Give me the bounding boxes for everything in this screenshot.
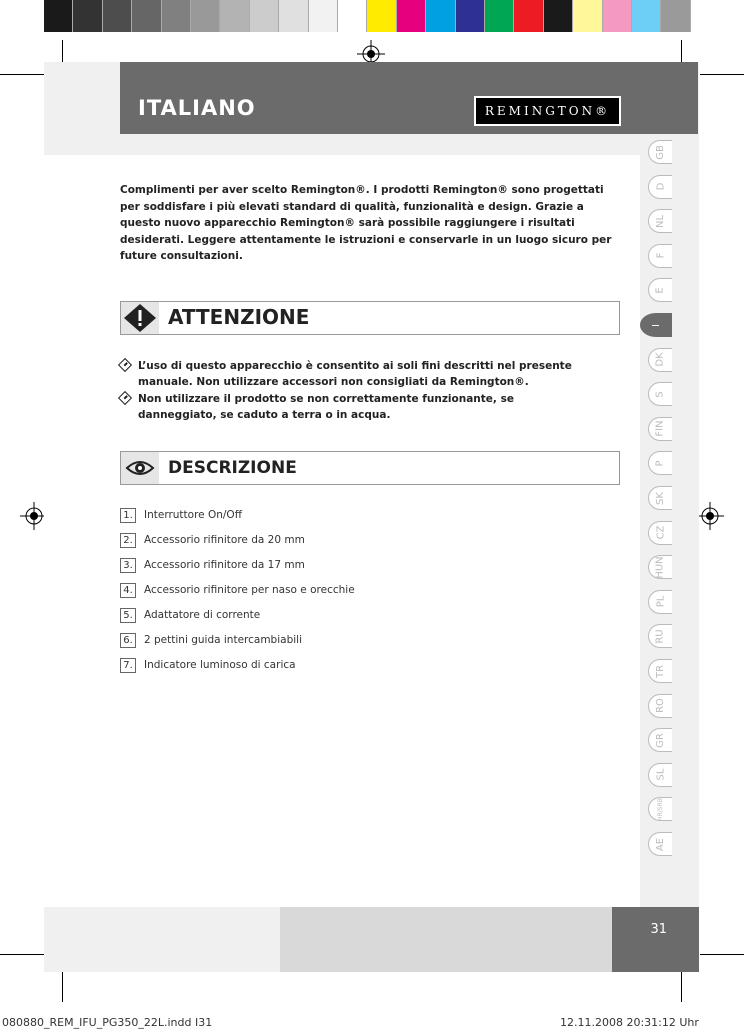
list-item: 2. Accessorio rifinitore da 20 mm	[120, 531, 305, 549]
attention-list	[120, 358, 590, 424]
language-tab[interactable]	[648, 832, 672, 856]
color-swatch	[485, 0, 514, 32]
file-slug: 080880_REM_IFU_PG350_22L.indd I31	[2, 1016, 213, 1029]
color-swatch	[603, 0, 632, 32]
language-tab-label: NL	[655, 214, 666, 228]
color-swatch	[544, 0, 573, 32]
description-heading-box	[120, 451, 620, 485]
color-swatch	[220, 0, 249, 32]
list-item: 6. 2 pettini guida intercambiabili	[120, 631, 302, 649]
language-tab[interactable]	[648, 278, 672, 302]
list-item: 1. Interruttore On/Off	[120, 506, 242, 524]
language-tab[interactable]	[648, 763, 672, 787]
language-tab[interactable]	[648, 244, 672, 268]
language-tab[interactable]	[648, 382, 672, 406]
color-swatch	[573, 0, 602, 32]
list-item: 4. Accessorio rifinitore per naso e orecchie	[120, 581, 355, 599]
crop-mark	[700, 954, 744, 955]
crop-mark	[0, 954, 44, 955]
language-tab[interactable]	[648, 417, 672, 441]
color-swatch	[426, 0, 455, 32]
list-item: 7. Indicatore luminoso di carica	[120, 656, 296, 674]
list-item: Non utilizzare il prodotto se non correttamente funzionante, se danneggiato, se caduto a terra o in acqua.	[120, 391, 590, 423]
language-tab-label: SL	[654, 768, 666, 781]
language-tab[interactable]	[648, 209, 672, 233]
brand-logo	[474, 96, 621, 126]
language-tab-label: RO	[654, 698, 666, 714]
crop-mark	[681, 40, 682, 62]
language-tab[interactable]	[648, 659, 672, 683]
list-item: 5. Adattatore di corrente	[120, 606, 260, 624]
language-tab-label: P	[655, 460, 666, 467]
language-tab-label: TR	[655, 664, 666, 678]
language-tab-label: PL	[654, 595, 666, 608]
color-swatch	[279, 0, 308, 32]
language-tab-label: I	[650, 323, 662, 327]
language-tab[interactable]	[648, 348, 672, 372]
color-swatch	[397, 0, 426, 32]
page-number: 31	[650, 922, 667, 937]
eye-icon	[121, 452, 159, 484]
warning-icon	[121, 302, 159, 334]
language-tab-label: S	[654, 391, 666, 398]
language-tab[interactable]	[648, 140, 672, 164]
color-swatch	[309, 0, 338, 32]
language-tab[interactable]	[648, 694, 672, 718]
language-tab-label: HR/SRB	[656, 797, 664, 821]
language-tab-label: D	[654, 182, 666, 191]
brand-logo-text: REMINGTON®	[476, 98, 619, 124]
crop-mark	[62, 40, 63, 62]
language-tab[interactable]	[648, 555, 672, 579]
color-swatch	[456, 0, 485, 32]
language-tab[interactable]	[640, 313, 672, 337]
language-tab-label: FIN	[655, 420, 666, 437]
language-tab-label: HUN	[654, 556, 666, 579]
language-tab-label: AE	[654, 837, 666, 851]
language-tab[interactable]	[648, 624, 672, 648]
page-title: ITALIANO	[138, 96, 256, 120]
list-item: L’uso di questo apparecchio è consentito ai soli fini descritti nel presente manuale. Non utilizzare accessori non consigliati da Remington®.	[120, 358, 590, 390]
language-tab[interactable]	[648, 175, 672, 199]
section-icon-bg	[121, 302, 159, 334]
language-tabs	[640, 140, 672, 880]
color-swatch	[44, 0, 73, 32]
language-tab-label: CZ	[655, 525, 666, 540]
language-tab-label: RU	[655, 629, 666, 644]
language-tab-label: SK	[655, 491, 666, 505]
description-title: DESCRIZIONE	[168, 458, 297, 478]
registration-mark-icon	[696, 502, 724, 530]
color-swatch	[661, 0, 690, 32]
attention-title: ATTENZIONE	[168, 305, 310, 329]
warning-bullet-icon	[118, 391, 132, 405]
color-swatch	[632, 0, 661, 32]
color-swatch	[250, 0, 279, 32]
attention-heading-box	[120, 301, 620, 335]
intro-paragraph: Complimenti per aver scelto Remington®. I prodotti Remington® sono progettati per soddisfare i più elevati standard di qualità, funzionalità e design. Grazie a questo nuovo apparecchio Remington® sarà possibile raggiungere i risultati desiderati. Leggere attentamente le istruzioni e conservarle in un luogo sicuro per future consultazioni.	[120, 184, 612, 262]
language-tab-label: GB	[654, 144, 666, 160]
language-tab[interactable]	[648, 486, 672, 510]
language-tab-label: DK	[654, 352, 666, 367]
color-swatch	[103, 0, 132, 32]
language-tab[interactable]	[648, 451, 672, 475]
language-tab-label: E	[654, 287, 666, 294]
crop-mark	[681, 972, 682, 1002]
color-swatch	[132, 0, 161, 32]
color-swatch	[338, 0, 367, 32]
crop-mark	[0, 74, 44, 75]
print-timestamp: 12.11.2008 20:31:12 Uhr	[560, 1016, 699, 1029]
page-number-box	[612, 907, 699, 972]
color-swatch	[514, 0, 543, 32]
color-swatch	[191, 0, 220, 32]
color-swatch	[162, 0, 191, 32]
language-tab[interactable]	[648, 797, 672, 821]
list-item: 3. Accessorio rifinitore da 17 mm	[120, 556, 305, 574]
crop-mark	[62, 972, 63, 1002]
language-tab[interactable]	[648, 521, 672, 545]
color-swatch	[367, 0, 396, 32]
language-tab-label: GR	[654, 732, 666, 748]
language-tab-label: F	[654, 252, 666, 259]
language-tab[interactable]	[648, 590, 672, 614]
warning-bullet-icon	[118, 358, 132, 372]
language-tab[interactable]	[648, 728, 672, 752]
crop-mark	[700, 74, 744, 75]
section-icon-bg	[121, 452, 159, 484]
color-swatch	[73, 0, 102, 32]
